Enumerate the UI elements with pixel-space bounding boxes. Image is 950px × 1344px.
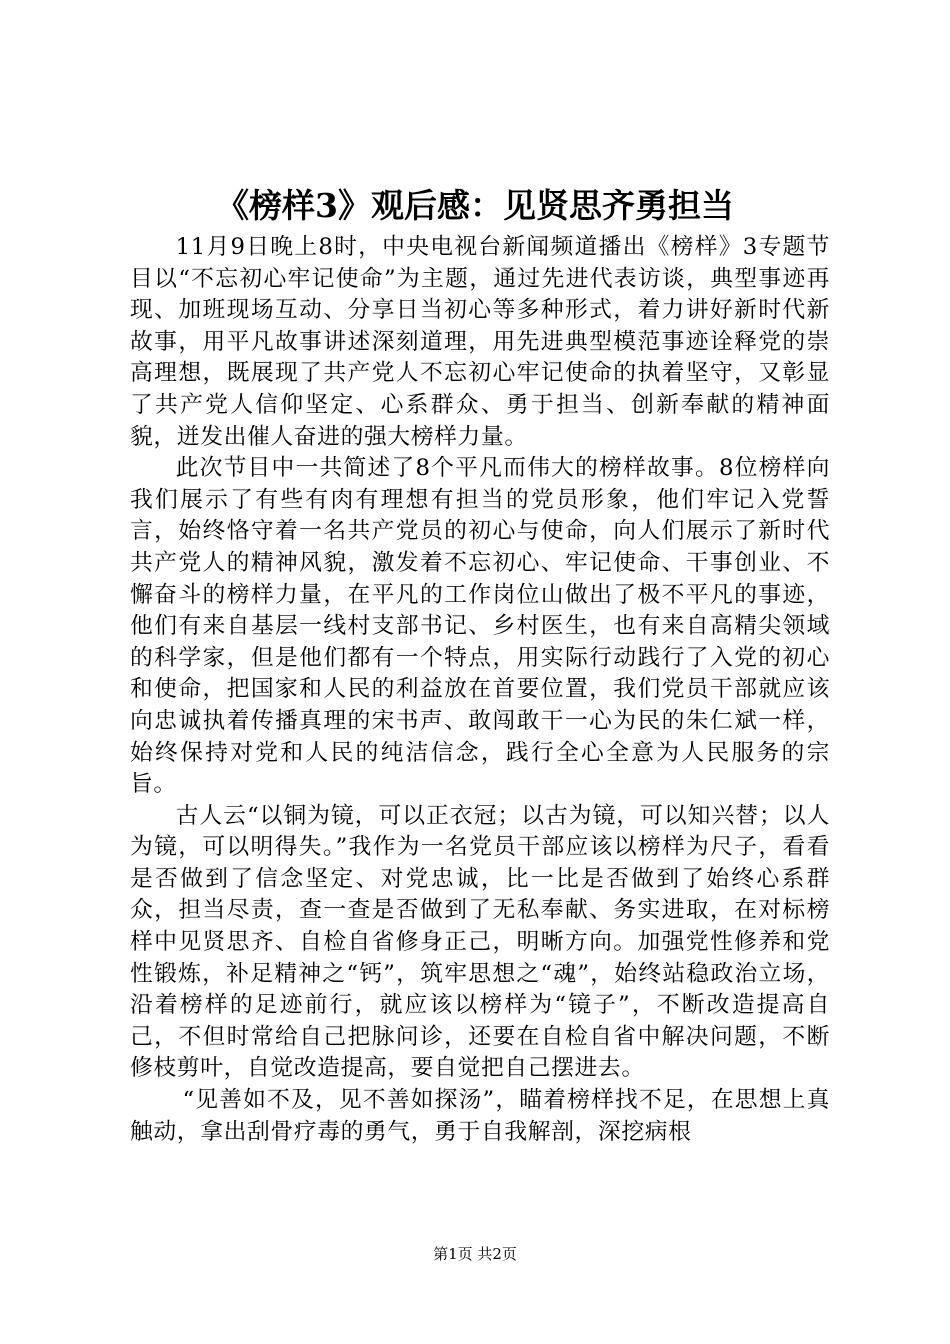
paragraph-1: 11月9日晚上8时，中央电视台新闻频道播出《榜样》3专题节目以“不忘初心牢记使命”为主题，通过先进代表访谈，典型事迹再现、加班现场互动、分享日当初心等多种形式，着力讲好新时代新故事，用平凡故事讲述深刻道理，用先进典型模范事迹诠释党的崇高理想，既展现了共产党人不忘初心牢记使命的执着坚守，又彰显了共产党人信仰坚定、心系群众、勇于担当、创新奉献的精神面貌，迸发出催人奋进的强大榜样力量。	[130, 234, 830, 450]
page-footer: 第1页 共2页	[433, 1245, 517, 1263]
document-title: 《榜样3》观后感：见贤思齐勇担当	[216, 186, 734, 225]
paragraph-2: 此次节目中一共简述了8个平凡而伟大的榜样故事。8位榜样向我们展示了有些有肉有理想有担当的党员形象，他们牢记入党誓言，始终恪守着一名共产党员的初心与使命，向人们展示了新时代共产党人的精神风貌，激发着不忘初心、牢记使命、干事创业、不懈奋斗的榜样力量，在平凡的工作岗位山做出了极不平凡的事迹，他们有来自基层一线村支部书记、乡村医生，也有来自高精尖领域的科学家，但是他们都有一个特点，用实际行动践行了入党的初心和使命，把国家和人民的利益放在首要位置，我们党员干部就应该向忠诚执着传播真理的宋书声、敢闯敢干一心为民的朱仁斌一样，始终保持对党和人民的纯洁信念，践行全心全意为人民服务的宗旨。	[130, 455, 830, 798]
paragraph-4: “见善如不及，见不善如探汤”，瞄着榜样找不足，在思想上真触动，拿出刮骨疗毒的勇气，勇于自我解剖，深挖病根	[130, 1087, 830, 1145]
document-body	[130, 232, 830, 1148]
paragraph-3: 古人云“以铜为镜，可以正衣冠；以古为镜，可以知兴替；以人为镜，可以明得失。”我作为一名党员干部应该以榜样为尺子，看看是否做到了信念坚定、对党忠诚，比一比是否做到了始终心系群众，担当尽责，查一查是否做到了无私奉献、务实进取，在对标榜样中见贤思齐、自检自省修身正己，明晰方向。加强党性修养和党性锻炼，补足精神之“钙”，筑牢思想之“魂”，始终站稳政治立场，沿着榜样的足迹前行，就应该以榜样为“镜子”，不断改造提高自己，不但时常给自己把脉问诊，还要在自检自省中解决问题，不断修枝剪叶，自觉改造提高，要自觉把自己摆进去。	[130, 802, 830, 1082]
